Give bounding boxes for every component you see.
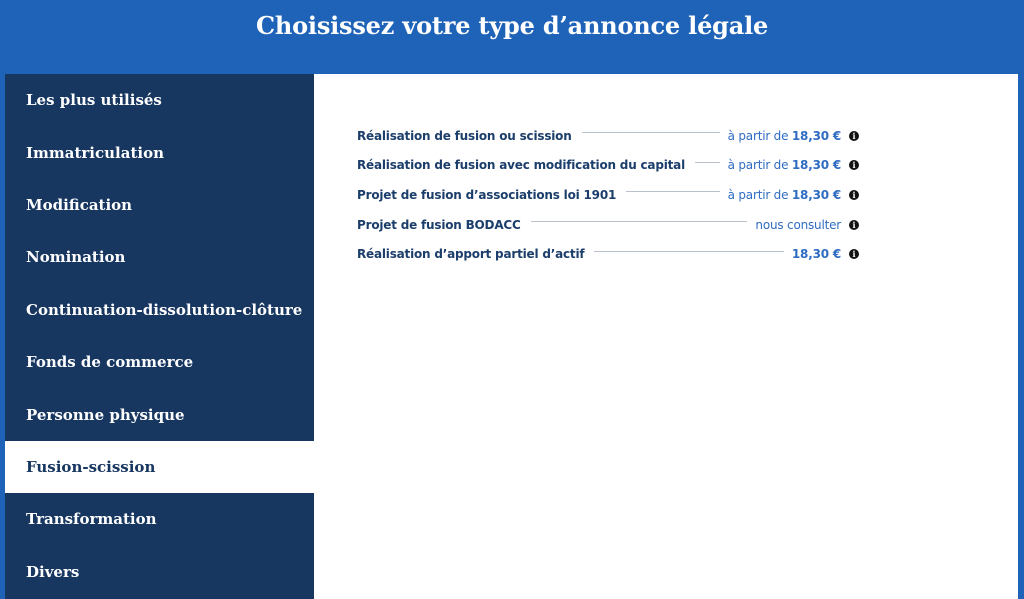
announcement-row[interactable] [357, 151, 859, 181]
price-amount: 18,30 € [791, 247, 841, 262]
announcement-label[interactable]: Réalisation d’apport partiel d’actif [357, 247, 585, 262]
info-icon[interactable]: i [849, 190, 859, 200]
price-prefix: à partir de [727, 158, 792, 173]
sidebar-item-transformation[interactable] [5, 493, 314, 545]
sidebar-item-personne-physique[interactable] [5, 388, 314, 440]
price-prefix: à partir de [727, 187, 792, 202]
sidebar-item-label: Personne physique [26, 405, 185, 424]
sidebar-item-modification[interactable] [5, 179, 314, 231]
sidebar-item-continuation-dissolution-cloture[interactable] [5, 284, 314, 336]
price-amount: 18,30 € [791, 128, 841, 143]
sidebar-item-label: Transformation [26, 510, 157, 529]
announcement-list [357, 121, 859, 269]
announcement-price [792, 247, 841, 261]
leader-line [582, 132, 720, 133]
announcement-label[interactable]: Réalisation de fusion ou scission [357, 128, 572, 143]
leader-line [695, 162, 720, 163]
page-header [0, 0, 1024, 74]
announcement-row[interactable] [357, 239, 859, 269]
announcement-price [755, 218, 841, 232]
sidebar-item-label: Continuation-dissolution-clôture [26, 300, 303, 319]
sidebar-item-divers[interactable] [5, 546, 314, 598]
announcement-row[interactable] [357, 210, 859, 240]
main-panel [5, 74, 1018, 599]
info-icon[interactable]: i [849, 249, 859, 259]
sidebar-item-label: Fonds de commerce [26, 353, 194, 372]
sidebar-item-fonds-de-commerce[interactable] [5, 336, 314, 388]
sidebar-item-label: Les plus utilisés [26, 91, 162, 110]
price-prefix: à partir de [727, 128, 792, 143]
sidebar-item-fusion-scission[interactable] [5, 441, 314, 493]
announcement-label[interactable]: Réalisation de fusion avec modification du capital [357, 158, 685, 173]
sidebar-item-les-plus-utilises[interactable] [5, 74, 314, 126]
price-amount: 18,30 € [791, 187, 841, 202]
sidebar-item-label: Immatriculation [26, 143, 165, 162]
sidebar-item-nomination[interactable] [5, 231, 314, 283]
price-amount: 18,30 € [791, 158, 841, 173]
page-title: Choisissez votre type d’annonce légale [255, 11, 769, 40]
info-icon[interactable]: i [849, 160, 859, 170]
announcement-price [728, 129, 841, 143]
leader-line [594, 251, 784, 252]
price-prefix: nous consulter [755, 217, 841, 232]
sidebar-item-label: Modification [26, 195, 133, 214]
sidebar-item-label: Fusion-scission [26, 457, 156, 476]
announcement-row[interactable] [357, 121, 859, 151]
announcement-price [728, 188, 841, 202]
sidebar-item-label: Nomination [26, 248, 126, 267]
announcement-label[interactable]: Projet de fusion d’associations loi 1901 [357, 187, 617, 202]
leader-line [531, 221, 748, 222]
sidebar-item-label: Divers [26, 562, 80, 581]
announcement-label[interactable]: Projet de fusion BODACC [357, 217, 521, 232]
category-sidebar [5, 74, 314, 599]
info-icon[interactable]: i [849, 220, 859, 230]
announcement-row[interactable] [357, 180, 859, 210]
leader-line [626, 191, 720, 192]
announcement-price [728, 158, 841, 172]
sidebar-item-immatriculation[interactable] [5, 126, 314, 178]
info-icon[interactable]: i [849, 131, 859, 141]
